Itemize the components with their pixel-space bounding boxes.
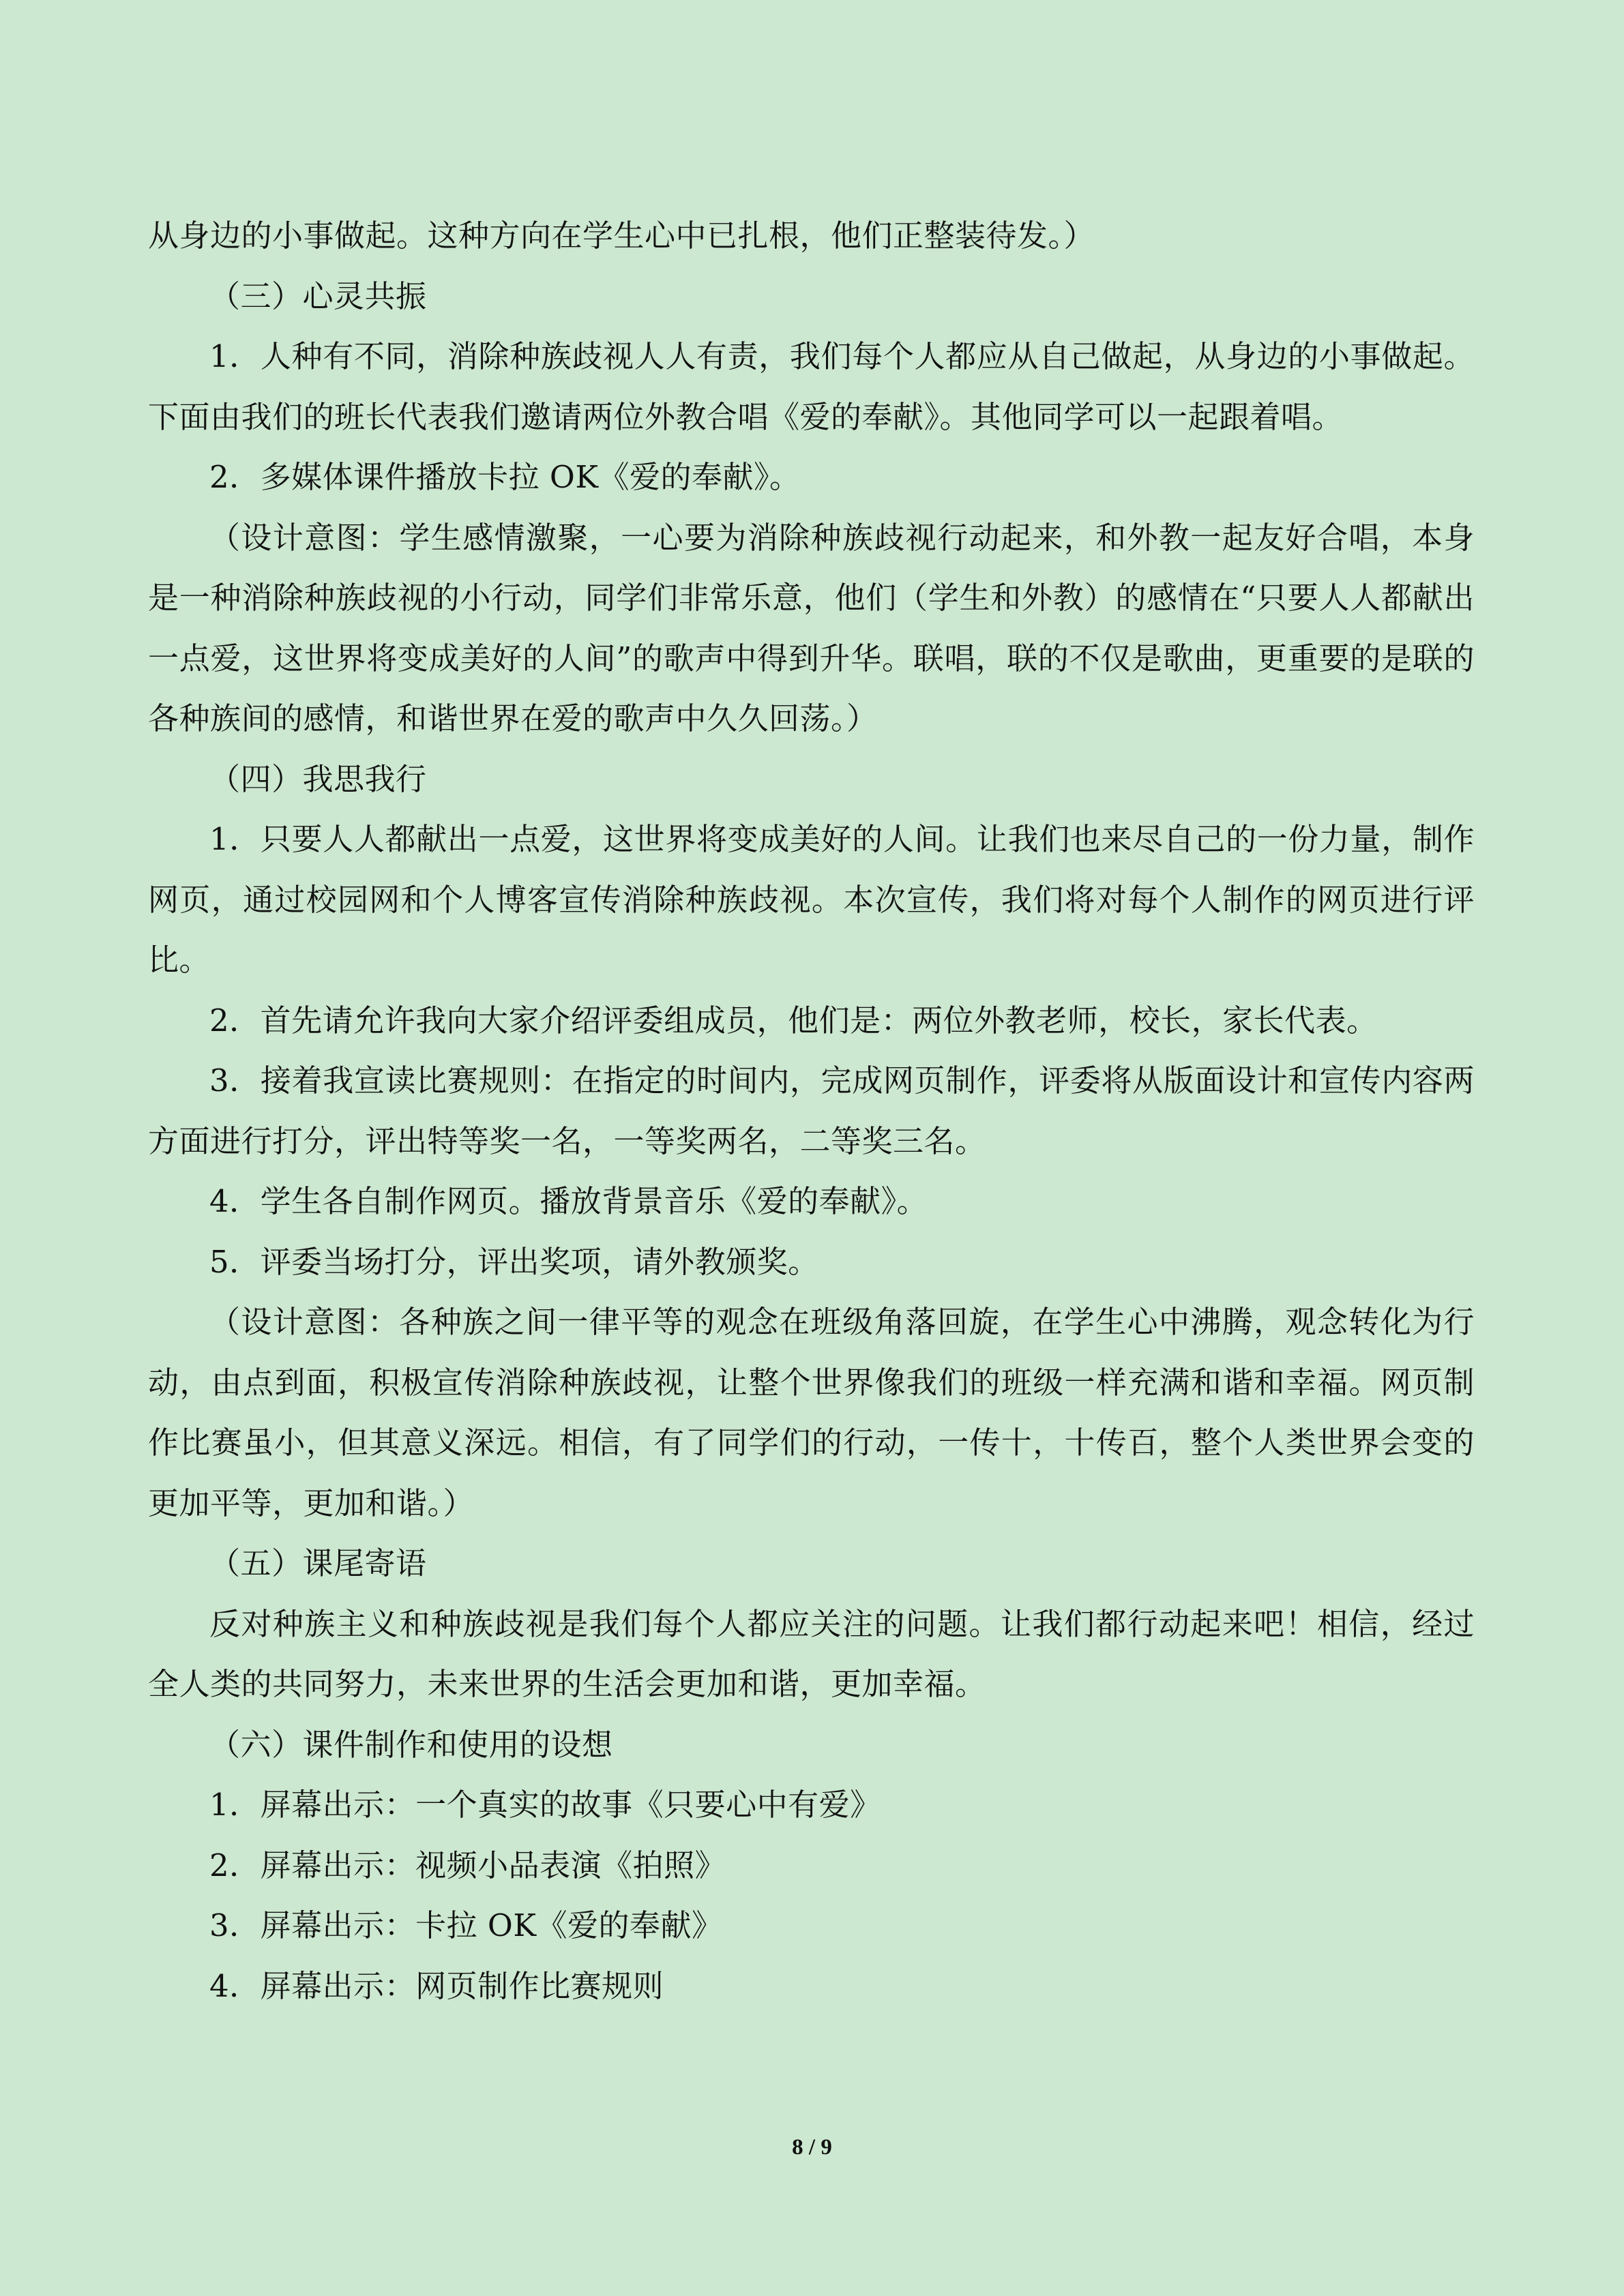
design-intent-paragraph: （设计意图：各种族之间一律平等的观念在班级角落回旋，在学生心中沸腾，观念转化为行动，由点到面，积极宣传消除种族歧视，让整个世界像我们的班级一样充满和谐和幸福。网页制作比赛虽小，但其意义深远。相信，有了同学们的行动，一传十，十传百，整个人类世界会变的更加平等，更加和谐。） [148, 1304, 1475, 1521]
paragraph: 2．首先请允许我向大家介绍评委组成员，他们是：两位外教老师，校长，家长代表。 [209, 1002, 1378, 1039]
paragraph: 反对种族主义和种族歧视是我们每个人都应关注的问题。让我们都行动起来吧！相信，经过全人类的共同努力，未来世界的生活会更加和谐，更加幸福。 [148, 1605, 1475, 1702]
paragraph: 4．学生各自制作网页。播放背景音乐《爱的奉献》。 [209, 1183, 928, 1219]
paragraph: 3．接着我宣读比赛规则：在指定的时间内，完成网页制作，评委将从版面设计和宣传内容两方面进行打分，评出特等奖一名，一等奖两名，二等奖三名。 [148, 1062, 1475, 1159]
paragraph-continuation: 从身边的小事做起。这种方向在学生心中已扎根，他们正整装待发。） [148, 218, 1095, 254]
section-heading-4: （四）我思我行 [209, 760, 427, 797]
list-item: 1．屏幕出示：一个真实的故事《只要心中有爱》 [209, 1787, 881, 1823]
document-body [148, 206, 1475, 2016]
section-heading-3: （三）心灵共振 [209, 278, 427, 314]
paragraph: 1．只要人人都献出一点爱，这世界将变成美好的人间。让我们也来尽自己的一份力量，制作网页，通过校园网和个人博客宣传消除种族歧视。本次宣传，我们将对每个人制作的网页进行评比。 [148, 821, 1475, 978]
section-heading-5: （五）课尾寄语 [209, 1545, 427, 1581]
list-item: 3．屏幕出示：卡拉 OK《爱的奉献》 [209, 1907, 723, 1943]
list-item: 2．屏幕出示：视频小品表演《拍照》 [209, 1847, 726, 1883]
paragraph: 1．人种有不同，消除种族歧视人人有责，我们每个人都应从自己做起，从身边的小事做起。下面由我们的班长代表我们邀请两位外教合唱《爱的奉献》。其他同学可以一起跟着唱。 [148, 338, 1475, 435]
section-heading-6: （六）课件制作和使用的设想 [209, 1726, 613, 1763]
page-number: 8 / 9 [792, 2135, 832, 2160]
paragraph: 5．评委当场打分，评出奖项，请外教颁奖。 [209, 1243, 819, 1280]
list-item: 4．屏幕出示：网页制作比赛规则 [209, 1967, 664, 2004]
paragraph: 2．多媒体课件播放卡拉 OK《爱的奉献》。 [209, 459, 801, 495]
design-intent-paragraph: （设计意图：学生感情激聚，一心要为消除种族歧视行动起来，和外教一起友好合唱，本身是一种消除种族歧视的小行动，同学们非常乐意，他们（学生和外教）的感情在“只要人人都献出一点爱，这世界将变成美好的人间”的歌声中得到升华。联唱，联的不仅是歌曲，更重要的是联的各种族间的感情，和谐世界在爱的歌声中久久回荡。） [148, 519, 1475, 736]
